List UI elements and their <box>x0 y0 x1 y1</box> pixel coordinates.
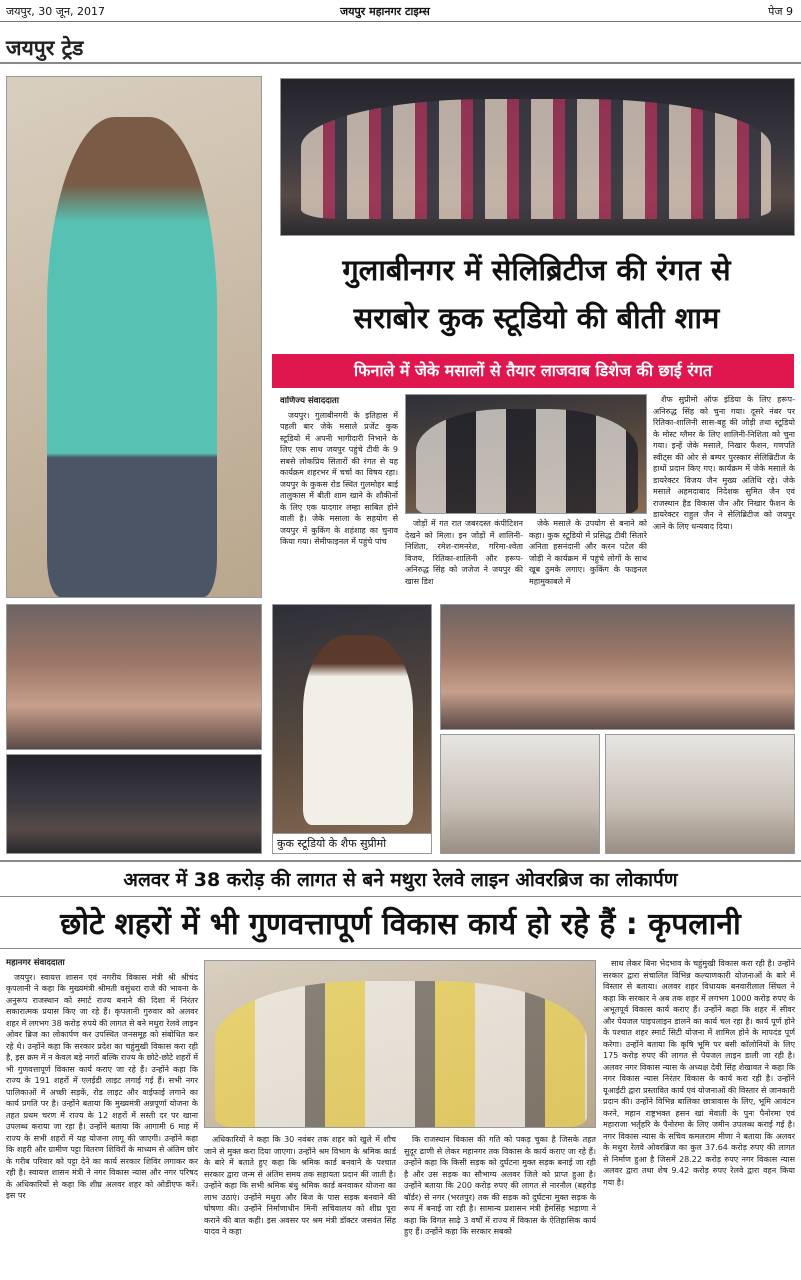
page-number: पेज 9 <box>768 5 793 18</box>
story1-column-2 <box>405 518 523 598</box>
section-rule <box>0 62 801 64</box>
story1-byline: वाणिज्य संवाददाता <box>280 396 339 406</box>
story1-column-2-text: जोड़ों में गत रात जबरदस्त कंपीटिशन देखने को मिला। इन जोड़ों में शालिनी-निशिता, रमेश-रामनरेश, गरिमा-श्वेता विजय, रितिका-शालिनी और हरूप-अनिरुद्ध सिंह को जजेज ने जयपुर की खास डिश <box>405 519 523 586</box>
cooking-stage-wide-photo <box>6 754 262 854</box>
story1-headline-line2: सराबोर कुक स्टूडियो की बीती शाम <box>353 301 720 335</box>
story2-byline: महानगर संवाददाता <box>6 958 65 968</box>
story2-column-1-text: जयपुर। स्वायत्त शासन एवं नगरीय विकास मंत्री श्री श्रीचंद कृपलानी ने कहा कि मुख्यमंत्री श्रीमती वसुंधरा राजे की भावना के अनुरूप राजस्थान को स्मार्ट राज्य बनाने की दिशा में निरंतर सकारात्मक प्रयास किए जा रहे हैं। कृपलानी गुरुवार को अलवर शहर में लगभग 38 करोड़ रुपये की लागत से बने मथुरा रेलवे लाइन ओवर ब्रिज का लोकार्पण कर उपस्थित जनसमूह को संबोधित कर रहे थे। उन्होंने कहा कि सरकार प्रदेश का चहुंमुखी विकास करा रही है, इस क्रम में न केवल बड़े नगरों बल्कि राज्य के छोटे-छोटे शहरों में भी गुणवत्तापूर्ण विकास कार्य कराए जा रहे हैं। उन्होंने कहा कि राज्य के 191 शहरों में एलईडी लाइट लगाई गई हैं। सभी नगर पालिकाओं में अच्छी सड़कें, रोड लाइट और वाईफाई लगाने का कार्य प्रगति पर है। उन्होंने बताया कि मुख्यमंत्री अन्नपूर्णा योजना के तहत प्रथम चरण में राज्य के 12 शहरों में सस्ती दर पर खाना उपलब्ध कराया जा रहा है। उन्होंने बताया कि आगामी 6 माह में राज्य के सभी शहरों में यह योजना लागू की जाएगी। उन्होंने कहा कि शहरी और ग्रामीण पट्टा वितरण शिविरों के माध्यम से अंतिम छोर के गरीब परिवार को पट्टा देने का कार्य सरकार शिविर लगाकर कर रही है। स्वायत्त शासन मंत्री ने नगर विकास न्यास और नगर परिषद के अधिकारियों से कहा कि शीघ्र अलवर शहर को ओडीएफ करें। इस पर <box>6 972 198 1200</box>
story2-column-2-text: अधिकारियों ने कहा कि 30 नवंबर तक शहर को खुले में शौच जाने से मुक्त करा दिया जाएगा। उन्होंने श्रम विभाग के श्रमिक कार्ड के बारे में बताते हुए कहा कि श्रमिक कार्ड बनवाने के पश्चात सरकार द्वारा जन्म से अंतिम समय तक सहायता प्रदान की जाती है। उन्होंने कहा कि सभी श्रमिक बंधु श्रमिक कार्ड बनवाकर योजना का लाभ उठाएं। उन्होंने मथुरा और बिज के पास सड़क बनवाने की घोषणा की। उन्होंने निर्माणाधीन मिनी सचिवालय को शीघ्र पूरा कराने की बात कही। इस अवसर पर श्रम मंत्री डॉक्टर जसवंत सिंह यादव ने कहा <box>204 1135 396 1236</box>
story1-column-4-text: शैफ सुप्रीमो ऑफ इंडिया के लिए हरूप-अनिरुद्ध सिंह को चुना गया। दूसरे नंबर पर रितिका-शालिनी सास-बहू की जोड़ी तथा स्टूडियो के मोस्ट ग्लैमर के लिए शालिनी-निशिता को चुना गया। इन्हें जेके मसाले, निखार फैशन, गणपति स्वीट्स की ओर से बम्पर पुरस्कार सेलिब्रिटीज के हाथों प्रदान किए गए। कार्यक्रम में जेके मसाले के डायरेक्टर विजय जैन मुख्य अतिथि रहे। जेके मसाले अहमदाबाद निदेशक सुमित जैन एवं राजस्थान हैड विकास जैन और निखार फैशन के डायरेक्टर राहुल जैन ने सेलिब्रिटीज को जयपुर आने के लिए धन्यवाद दिया। <box>653 395 795 531</box>
contestants-cooking-photo-1 <box>440 734 600 854</box>
inauguration-photo <box>204 960 596 1128</box>
section-title: जयपुर ट्रेड <box>6 36 84 60</box>
story1-column-3 <box>529 518 647 598</box>
story1-column-1 <box>280 396 398 598</box>
stage-group-photo <box>280 78 795 236</box>
celebrity-portrait-photo <box>6 76 262 598</box>
story-separator <box>0 860 801 862</box>
judges-panel-photo <box>440 604 795 730</box>
story2-column-1 <box>6 958 198 1278</box>
story2-column-3-text: कि राजस्थान विकास की गति को पकड़ चुका है जिसके तहत सुदूर ढाणी से लेकर महानगर तक विकास के कार्य कराए जा रहे हैं। उन्होंने कहा कि किसी सड़क को दुर्घटना मुक्त सड़क बनाई जा रही है और उस सड़क का सौभाग्य अलवर जिले को प्राप्त हुआ है। उन्होंने बताया कि 200 करोड़ रुपए की लागत से नारनौल (बहरोड़ बॉर्डर) से नगर (भरतपुर) तक की सड़क को दुर्घटना मुक्त सड़क के रूप में बनाई जा रही है। सामान्य प्रशासन मंत्री हेमसिंह भड़ाणा ने कहा कि विगत साढ़े 3 वर्षों में राज्य में विकास के ऐतिहासिक कार्य हुए हैं। उन्होंने कहा कि सरकार सबको <box>404 1135 596 1236</box>
story1-column-3-text: जेके मसाले के उपयोग से बनाने को कहा। कुक स्टूडियो में प्रसिद्ध टीवी सितारे अनिता हसनंदानी और करन पटेल की जोड़ी ने कार्यक्रम में पहुंचे लोगों के साथ खूब ठुमके लगाए। कुकिंग के फाइनल महामुकाबले में <box>529 519 647 586</box>
story2-column-3 <box>404 1134 596 1278</box>
headline-rule <box>0 948 801 949</box>
story1-column-1-text: जयपुर। गुलाबीनगरी के इतिहास में पहली बार जेके मसाले प्रजेंट कुक स्टूडियो में अपनी भागीदारी निभाने के लिए एक साथ जयपुर पहुंचे टीवी के 9 सबसे लोकप्रिय सितारों की रंगत से यह कार्यक्रम शहरभर में चर्चा का विषय रहा। जयपुर के कुकस रोड स्थित गुलमोहर बाई तालुकास में बीती शाम खाने के शौकीनों के लिए एक यादगार लम्हा साबित होने वाली है। जेके मसाला के सहयोग से जयपुर में कुकिंग के शहंशाह का चुनाव किया गया। सेमीफाइनल में पहुंचे पांच <box>280 410 398 546</box>
story2-headline: छोटे शहरों में भी गुणवत्तापूर्ण विकास कार्य हो रहे हैं : कृपलानी <box>60 907 741 942</box>
story2-kicker: अलवर में 38 करोड़ की लागत से बने मथुरा रेलवे लाइन ओवरब्रिज का लोकार्पण <box>123 869 678 891</box>
story1-column-4 <box>653 394 795 598</box>
newspaper-name: जयपुर महानगर टाइम्स <box>340 5 430 18</box>
issue-date: जयपुर, 30 जून, 2017 <box>6 5 106 18</box>
celebrities-group-photo <box>405 394 647 514</box>
audience-photo <box>6 604 262 750</box>
kicker-rule <box>0 896 801 897</box>
story2-column-4-text: साथ लेकर बिना भेदभाव के चहुंमुखी विकास करा रही है। उन्होंने सरकार द्वारा संचालित विभिन्न कल्याणकारी योजनाओं के बारे में विस्तार से बताया। अलवर शहर विधायक बनवारीलाल सिंघल ने कहा कि सरकार ने अब तक शहर में लगभग 1000 करोड़ रुपए के अभूतपूर्व विकास कार्य कराए हैं। उन्होंने कहा कि शहर में सीवर और पेयजल पाइपलाइन डालने का कार्य चल रहा है। कार्य पूर्ण होने के पश्चात शहर स्मार्ट सिटी योजना में शामिल होने के मापदंड पूर्ण करेगा। उन्होंने बताया कि कृषि भूमि पर बसी कॉलोनियों के लिए 175 करोड़ रुपए की लागत से पेयजल लाइन डाली जा रही है। अलवर नगर विकास न्यास के अध्यक्ष देवी सिंह शेखावत ने कहा कि नगर विकास न्यास निरंतर विकास के कार्य करा रही है। उन्होंने यूआईटी द्वारा प्रस्तावित कार्य एवं योजनाओं की विस्तार से जानकारी प्रदान की। उन्होंने विभिन्न बालिका छात्रावास के लिए, भूमि आवंटन करने, महान राष्ट्रभक्त हसन खां मेवाती के पुनः पैनोरमा एवं महाराजा भर्तृहरि के पैनोरमा के लिए जमीन उपलब्ध कराई गई है। नगर विकास न्यास के सचिव कमलराम मीणा ने बताया कि अलवर के मथुरा रेलवे ओवरब्रिज का कुल 37.64 करोड़ रुपए की लागत से निर्माण हुआ है जिसमें 28.22 करोड़ रुपए नगर विकास न्यास अलवर द्वारा तथा शेष 9.42 करोड़ रुपए रेलवे द्वारा वहन किया गया है। <box>603 959 795 1187</box>
story1-subhead: फिनाले में जेके मसालों से तैयार लाजवाब डिशेज की छाई रंगत <box>272 354 794 388</box>
contestants-cooking-photo-2 <box>605 734 795 854</box>
chef-supremo-caption: कुक स्टूडियो के शैफ सुप्रीमो <box>273 833 431 853</box>
story2-column-2 <box>204 1134 396 1278</box>
chef-supremo-photo <box>272 604 432 854</box>
masthead <box>0 0 801 22</box>
story2-column-4 <box>603 958 795 1278</box>
story1-headline-line1: गुलाबीनगर में सेलिब्रिटीज की रंगत से <box>342 253 731 287</box>
